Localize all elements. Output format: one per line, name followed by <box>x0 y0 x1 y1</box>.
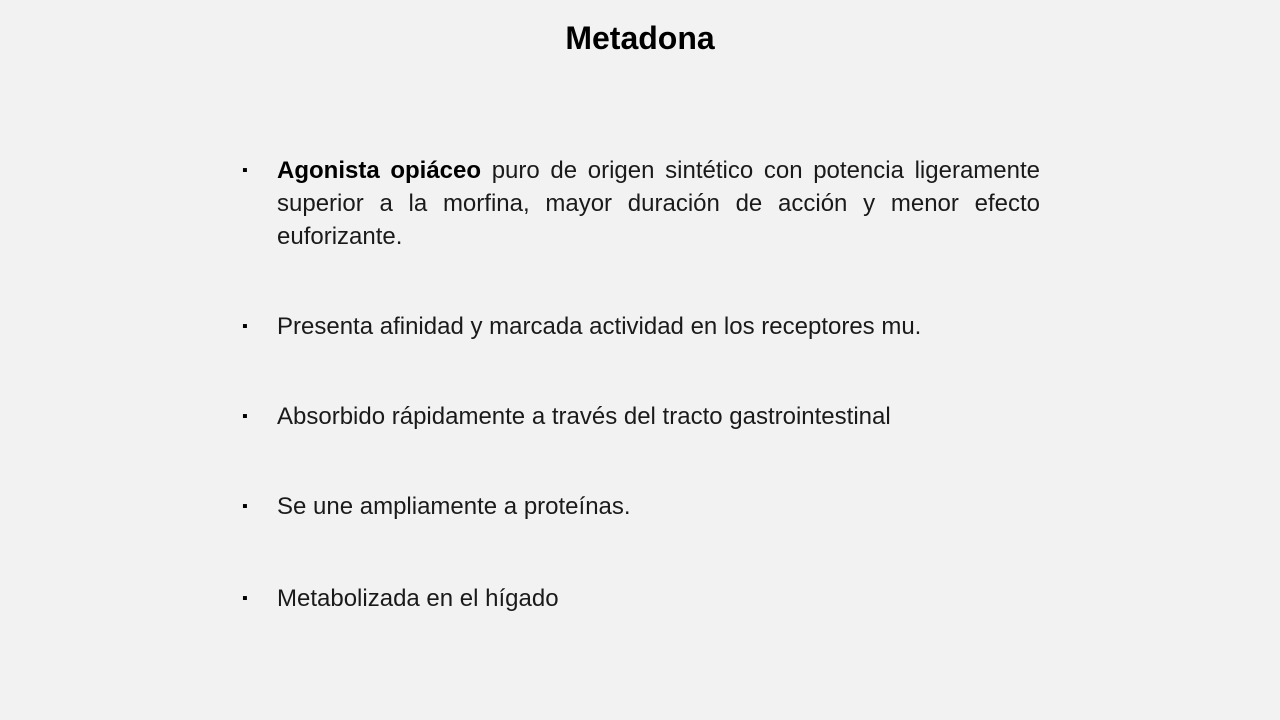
bullet-item-metabolizada <box>240 582 1040 615</box>
bullet-bold-term: Agonista opiáceo <box>277 157 482 184</box>
bullet-text: Se une ampliamente a proteínas. <box>277 493 631 520</box>
bullet-body: puro de origen sintético con potencia ligeramente superior a la morfina, mayor duración de acción y menor efecto euforizante. <box>277 157 1041 250</box>
slide-title: Metadona <box>565 20 715 56</box>
bullet-text: Absorbido rápidamente a través del tracto gastrointestinal <box>277 403 891 430</box>
square-bullet-icon: ▪ <box>242 498 248 515</box>
bullet-text: Presenta afinidad y marcada actividad en los receptores mu. <box>277 313 922 340</box>
bullet-text <box>277 154 1040 253</box>
square-bullet-icon: ▪ <box>242 408 248 425</box>
bullet-item-absorbido <box>240 400 1040 433</box>
square-bullet-icon: ▪ <box>242 162 248 179</box>
bullet-item-afinidad <box>240 310 1040 343</box>
bullet-text: Metabolizada en el hígado <box>277 585 559 612</box>
square-bullet-icon: ▪ <box>242 318 248 335</box>
bullet-item-proteinas <box>240 490 1040 523</box>
square-bullet-icon: ▪ <box>242 590 248 607</box>
bullet-item-agonista <box>240 154 1040 253</box>
